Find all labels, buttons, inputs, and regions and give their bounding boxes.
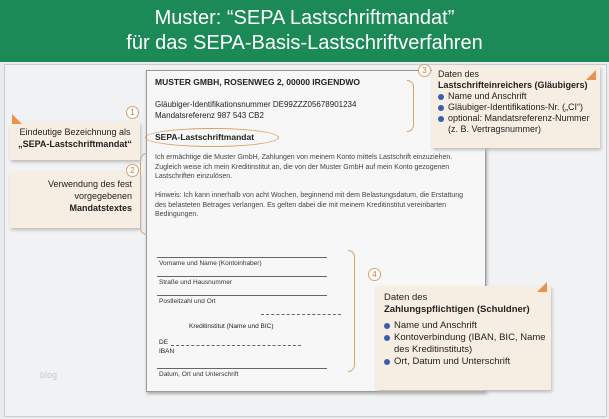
company-address: MUSTER GMBH, ROSENWEG 2, 00000 IRGENDWO (155, 77, 360, 87)
bank-label: Kreditinstitut (Name und BIC) (189, 323, 274, 330)
title-line-2: für das SEPA-Basis-Lastschriftverfahren (126, 32, 483, 54)
mandate-text: Ich ermächtige die Muster GmbH, Zahlungen von meinem Konto mittels Lastschrift einzuziehen. Zugleich weise ich mein Kreditinstitut an, die von der Muster GmbH auf mein Konto gezogenen Lastschriften einzulösen. (155, 154, 453, 180)
name-line (157, 257, 327, 258)
watermark: blog (40, 370, 58, 380)
callout-bold: „SEPA-Lastschriftmandat“ (18, 139, 132, 149)
callout-4 (372, 270, 551, 390)
signature-line (157, 368, 327, 369)
text-brace (140, 153, 147, 235)
refund-notice: Hinweis: Ich kann innerhalb von acht Wochen, beginnend mit dem Belastungsdatum, die Erstattung des belasteten Betrages verlangen. Es gelten dabei die mit meinem Kreditinstitut vereinbarten Bedingungen. (155, 192, 464, 218)
street-label: Straße und Hausnummer (159, 279, 232, 286)
item-text: Name und Anschrift (394, 320, 477, 331)
name-label: Vorname und Name (Kontoinhaber) (159, 260, 262, 267)
signature-label: Datum, Ort und Unterschrift (159, 371, 239, 378)
iban-prefix: DE (159, 339, 169, 346)
callout-1 (10, 108, 140, 160)
bullet-icon (384, 359, 390, 365)
list-item (384, 356, 547, 368)
callout-text: Eindeutige Bezeichnung als (19, 127, 131, 137)
item-text: Ort, Datum und Unterschrift (394, 356, 511, 367)
creditor-id: Gläubiger-Identifikationsnummer DE99ZZZ05678901234 (155, 100, 357, 109)
zip-line (157, 295, 327, 296)
title-banner (0, 0, 609, 62)
iban-field (171, 345, 301, 346)
zip-label: Postleitzahl und Ort (159, 298, 216, 305)
bullet-icon (438, 105, 444, 111)
callout-text: Daten des (384, 292, 428, 303)
callout-text: Daten des (438, 69, 480, 79)
callout-2 (10, 166, 140, 228)
list-item (384, 320, 547, 332)
corner-triangle-icon (586, 70, 596, 80)
list-item (384, 332, 547, 356)
list-item (438, 113, 596, 135)
callout-number: 4 (368, 268, 381, 281)
bullet-icon (438, 116, 444, 122)
callout-number: 1 (126, 106, 139, 119)
item-text: optional: Mandatsreferenz-Nummer (z. B. Vertragsnummer) (448, 113, 590, 134)
callout-bold: Mandatstextes (69, 203, 132, 213)
corner-triangle-icon (12, 114, 22, 124)
callout-bold: Lastschrifteinreichers (Gläubigers) (438, 80, 588, 90)
callout-3 (422, 66, 600, 148)
callout-text: Verwendung des fest vorgegebenen (47, 179, 132, 201)
mandate-title: SEPA-Lastschriftmandat (155, 132, 255, 142)
bic-field (261, 314, 341, 315)
item-text: Name und Anschrift (448, 91, 527, 101)
item-text: Kontoverbindung (IBAN, BIC, Name des Kreditinstituts) (394, 332, 546, 355)
bullet-icon (438, 94, 444, 100)
callout-bold: Zahlungspflichtigen (Schuldner) (384, 304, 530, 315)
corner-triangle-icon (537, 282, 547, 292)
iban-label: IBAN (159, 348, 175, 355)
callout-number: 3 (418, 64, 431, 77)
bullet-icon (384, 335, 390, 341)
list-item (438, 91, 596, 102)
creditor-brace (407, 80, 414, 132)
callout-number: 2 (126, 164, 139, 177)
debtor-brace (348, 250, 355, 372)
title-line-1: Muster: “SEPA Lastschriftmandat” (154, 7, 455, 29)
list-item (438, 102, 596, 113)
bullet-icon (384, 323, 390, 329)
street-line (157, 276, 327, 277)
item-text: Gläubiger-Identifikations-Nr. („CI“) (448, 102, 584, 112)
mandate-reference: Mandatsreferenz 987 543 CB2 (155, 111, 264, 120)
